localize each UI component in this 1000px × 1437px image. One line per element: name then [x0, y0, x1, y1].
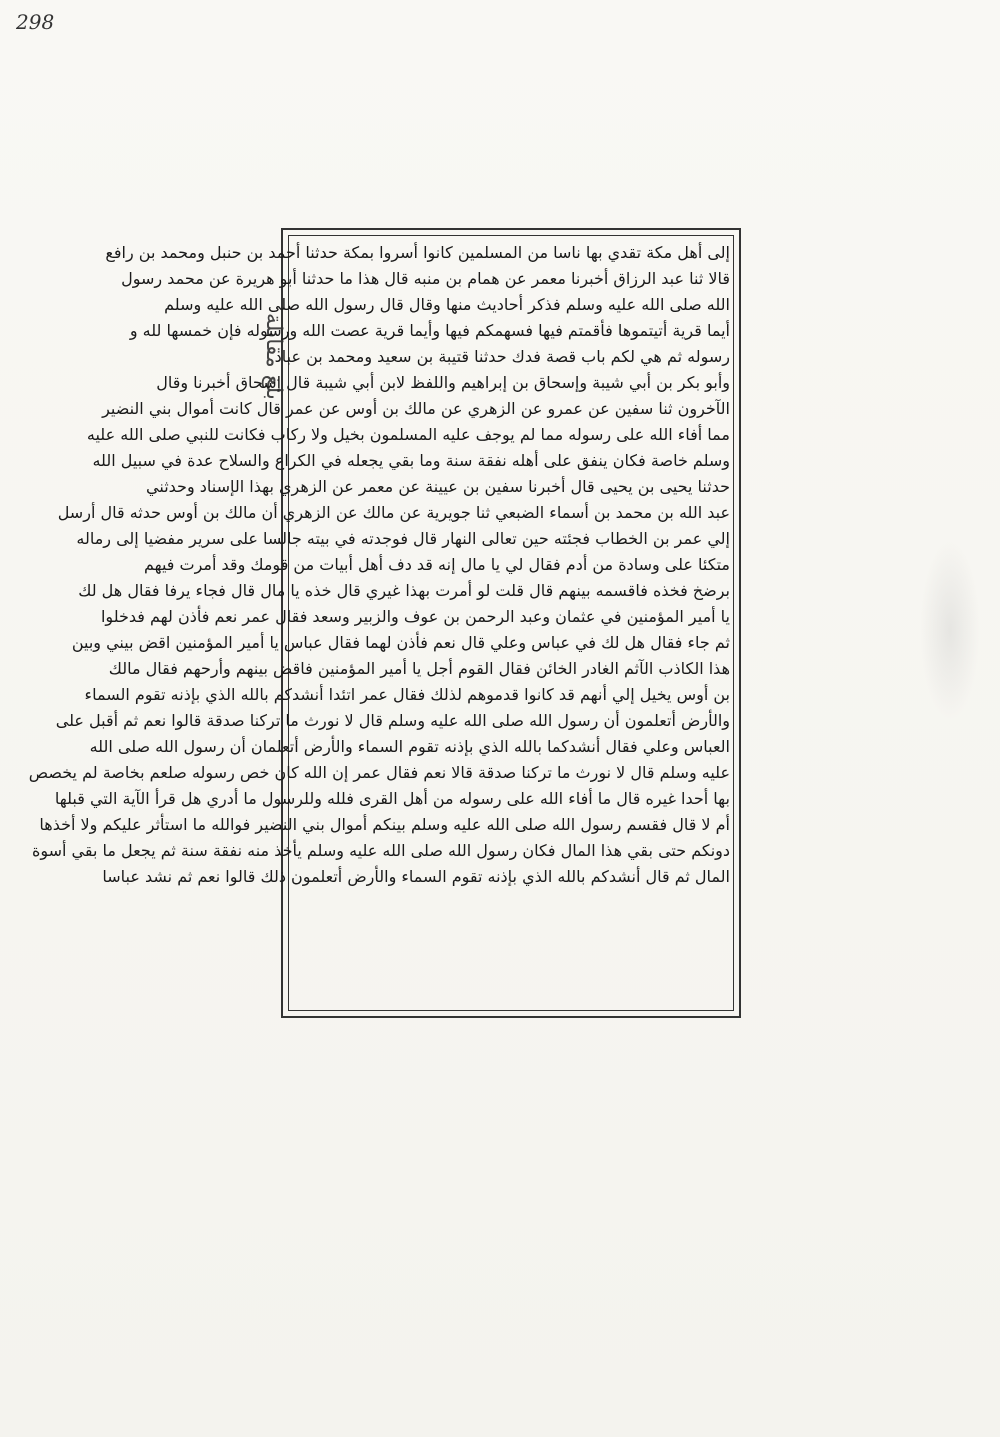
text-line: برضخ فخذه فاقسمه بينهم قال قلت لو أمرت بهذا غيري قال خذه يا مال قال فجاء يرفا فقال هل لك [78, 581, 730, 600]
text-line: وسلم خاصة فكان ينفق على أهله نفقة سنة وما بقي يجعله في الكراع والسلاح عدة في سبيل الله [92, 451, 730, 470]
text-line: أم لا قال فقسم رسول الله صلى الله عليه وسلم بينكم أموال بني النضير فوالله ما استأثر عليكم ولا أخذها [39, 815, 730, 834]
text-line: هذا الكاذب الآثم الغادر الخائن فقال القوم أجل يا أمير المؤمنين فاقض بينهم وأرحهم فقال مالك [108, 659, 730, 678]
text-line: متكئا على وسادة من أدم فقال لي يا مال إنه قد دف أهل أبيات من قومك وقد أمرت فيهم [143, 555, 730, 574]
text-line: يا أمير المؤمنين في عثمان وعبد الرحمن بن عوف والزبير وسعد فقال عمر نعم فأذن لهم فدخلوا [100, 607, 730, 626]
text-line: دونكم حتى بقي هذا المال فكان رسول الله صلى الله عليه وسلم يأخذ منه نفقة سنة ثم يجعل ما بقي أسوة [31, 841, 730, 860]
text-line: والأرض أتعلمون أن رسول الله صلى الله عليه وسلم قال لا نورث ما تركنا صدقة قالوا نعم ثم أقبل على [55, 711, 730, 730]
paper-stain [920, 540, 980, 720]
text-line: ثم جاء فقال هل لك في عباس وعلي قال نعم فأذن لهما فقال عباس يا أمير المؤمنين اقض بيني وبين [71, 633, 730, 652]
page-number: 298 [16, 10, 55, 34]
margin-note: بلغ مقابلة [261, 313, 286, 400]
text-line: وأبو بكر بن أبي شيبة وإسحاق بن إبراهيم واللفظ لابن أبي شيبة قال إسحاق أخبرنا وقال [156, 373, 730, 392]
text-line: إلي عمر بن الخطاب فجئته حين تعالى النهار قال فوجدته في بيته جالسا على سرير مفضيا إلى رماله [76, 529, 730, 548]
text-line: بها أحدا غيره قال ما أفاء الله على رسوله من أهل القرى فلله وللرسول ما أدري هل قرأ الآية التي قبلها [54, 789, 730, 808]
text-line: عبد الله بن محمد بن أسماء الضبعي ثنا جويرية عن مالك عن الزهري أن مالك بن أوس حدثه قال أرسل [57, 503, 730, 522]
text-line: رسوله ثم هي لكم باب قصة فدك حدثنا قتيبة بن سعيد ومحمد بن عباد [274, 347, 730, 366]
text-line: عليه وسلم قال لا نورث ما تركنا صدقة قالا نعم فقال عمر إن الله كان خص رسوله صلعم بخاصة لم يخصص [28, 763, 730, 782]
text-line: المال ثم قال أنشدكم بالله الذي بإذنه تقوم السماء والأرض أتعلمون ذلك قالوا نعم ثم نشد عباسا [102, 867, 730, 886]
text-line: أيما قرية أتيتموها فأقمتم فيها فسهمكم فيها وأيما قرية عصت الله ورسوله فإن خمسها لله و [129, 321, 730, 340]
text-line: حدثنا يحيى بن يحيى قال أخبرنا سفين بن عيينة عن معمر عن الزهري بهذا الإسناد وحدثني [146, 477, 730, 496]
text-line: بن أوس يخيل إلي أنهم قد كانوا قدموهم لذلك فقال عمر اتئدا أنشدكم بالله الذي بإذنه تقوم السماء [84, 685, 730, 704]
text-line: العباس وعلي فقال أنشدكما بالله الذي بإذنه تقوم السماء والأرض أتعلمان أن رسول الله صلى الله [89, 737, 730, 756]
text-line: مما أفاء الله على رسوله مما لم يوجف عليه المسلمون بخيل ولا ركاب فكانت للنبي صلى الله عليه [86, 425, 730, 444]
text-line: الآخرون ثنا سفين عن عمرو عن الزهري عن مالك بن أوس عن عمر قال كانت أموال بني النضير [102, 399, 730, 418]
text-line: قالا ثنا عبد الرزاق أخبرنا معمر عن همام بن منبه قال هذا ما حدثنا أبو هريرة عن محمد رسول [121, 269, 730, 288]
text-line: إلى أهل مكة تقدي بها ناسا من المسلمين كانوا أسروا بمكة حدثنا أحمد بن حنبل ومحمد بن رافع [105, 243, 730, 262]
text-line: الله صلى الله عليه وسلم فذكر أحاديث منها وقال قال رسول الله صلى الله عليه وسلم [164, 295, 730, 314]
